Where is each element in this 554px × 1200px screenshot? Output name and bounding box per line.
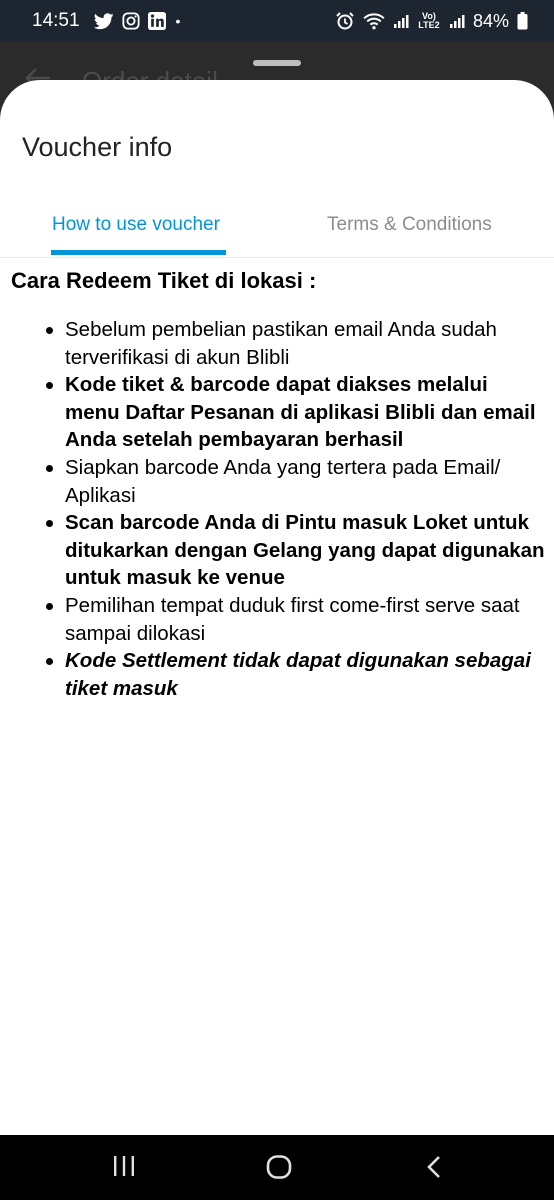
instructions-heading: Cara Redeem Tiket di lokasi : <box>11 268 317 293</box>
notification-dot: • <box>175 13 181 29</box>
instagram-icon <box>122 12 140 30</box>
twitter-icon <box>94 13 114 30</box>
status-time: 14:51 <box>32 10 80 31</box>
status-left <box>32 10 180 32</box>
status-bar <box>0 0 554 42</box>
tab-bar <box>0 200 554 258</box>
tab-terms-conditions[interactable]: Terms & Conditions <box>327 214 492 235</box>
wifi-icon <box>363 12 385 30</box>
instructions-list <box>0 316 554 702</box>
list-item: Kode tiket & barcode dapat diakses melalui menu Daftar Pesanan di aplikasi Blibli dan email Anda setelah pembayaran berhasil <box>0 371 554 454</box>
status-right <box>335 11 528 32</box>
battery-percent: 84% <box>472 10 509 31</box>
volte-label: Vo) LTE2 <box>418 11 440 30</box>
list-item: Sebelum pembelian pastikan email Anda sudah terverifikasi di akun Blibli <box>0 316 554 371</box>
home-icon[interactable] <box>266 1155 292 1179</box>
active-tab-indicator <box>51 250 226 255</box>
list-item: Scan barcode Anda di Pintu masuk Loket untuk ditukarkan dengan Gelang yang dapat digunakan untuk masuk ke venue <box>0 509 554 592</box>
navigation-bar <box>0 1135 554 1200</box>
drag-handle[interactable] <box>253 60 301 66</box>
signal-icon <box>393 13 409 29</box>
list-item: Siapkan barcode Anda yang tertera pada Email/ Aplikasi <box>0 454 554 509</box>
back-icon[interactable] <box>426 1155 442 1179</box>
alarm-icon <box>335 11 355 31</box>
list-item: Pemilihan tempat duduk first come-first serve saat sampai dilokasi <box>0 592 554 647</box>
volte-icon <box>417 12 441 30</box>
voucher-info-sheet <box>0 80 554 1135</box>
recents-icon[interactable] <box>112 1155 136 1177</box>
sheet-title: Voucher info <box>22 132 173 162</box>
linkedin-icon <box>148 12 166 30</box>
signal-icon-2 <box>449 13 465 29</box>
list-item: Kode Settlement tidak dapat digunakan sebagai tiket masuk <box>0 647 554 702</box>
tab-how-to-use-voucher[interactable]: How to use voucher <box>52 214 220 235</box>
battery-icon <box>517 12 528 30</box>
